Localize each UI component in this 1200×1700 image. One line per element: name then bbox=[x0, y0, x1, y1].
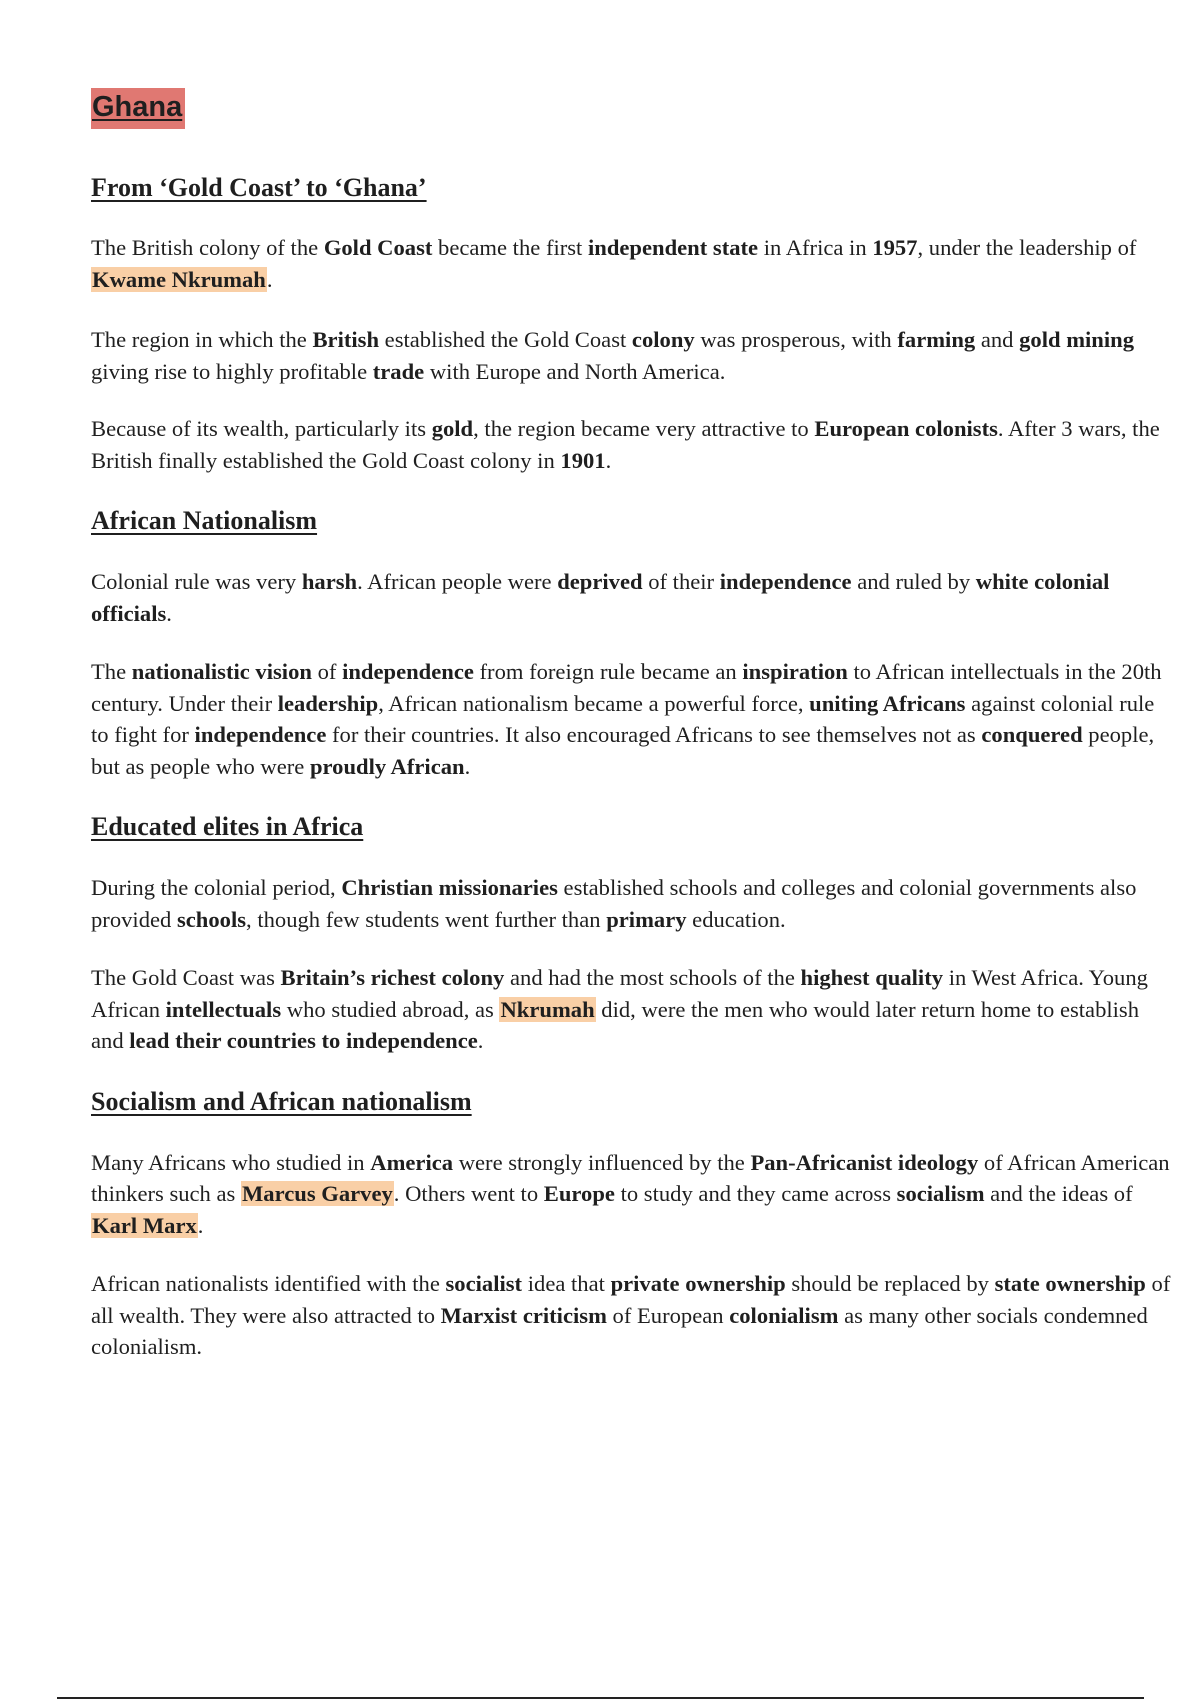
bold-term: Marxist criticism bbox=[440, 1302, 607, 1328]
bold-term: colonialism bbox=[729, 1302, 839, 1328]
bold-term: intellectuals bbox=[165, 996, 282, 1022]
bold-term: farming bbox=[897, 327, 976, 352]
text-run: established schools and colleges and colonial governments also provided bbox=[91, 875, 1137, 932]
bold-term: 1957 bbox=[872, 235, 918, 260]
text-run: Colonial rule was very bbox=[91, 569, 302, 594]
section-heading: Socialism and African nationalism bbox=[91, 1086, 472, 1116]
bold-term: conquered bbox=[981, 722, 1083, 747]
document-title: Ghana bbox=[91, 88, 185, 129]
highlighted-name: Karl Marx bbox=[92, 1212, 197, 1238]
text-run: of European bbox=[606, 1302, 730, 1328]
section-socialism bbox=[91, 1087, 1171, 1363]
bold-term: private ownership bbox=[610, 1271, 786, 1296]
bold-term: white colonial officials bbox=[91, 569, 1110, 626]
section-heading: Educated elites in Africa bbox=[91, 812, 364, 841]
paragraph bbox=[91, 962, 1171, 1057]
text-run: The Gold Coast was bbox=[91, 965, 281, 990]
text-run: idea that bbox=[522, 1271, 611, 1296]
text-run: of bbox=[311, 659, 343, 684]
text-run: . Others went to bbox=[393, 1181, 544, 1206]
text-run: to African intellectuals in the 20th century. Under their bbox=[91, 659, 1162, 716]
bold-term: independence bbox=[194, 722, 327, 747]
text-run: who studied abroad, as bbox=[281, 996, 500, 1022]
section-educated-elites bbox=[91, 812, 1171, 1057]
bold-term: nationalistic vision bbox=[131, 659, 312, 684]
paragraph bbox=[91, 232, 1171, 295]
text-run: . bbox=[464, 753, 471, 779]
bold-term: America bbox=[370, 1149, 454, 1175]
text-run: and had the most schools of the bbox=[504, 965, 801, 990]
text-run: , under the leadership of bbox=[917, 235, 1137, 260]
bold-term: socialist bbox=[445, 1271, 523, 1296]
bold-term: inspiration bbox=[742, 659, 848, 684]
bold-term: independence bbox=[719, 569, 852, 594]
text-run: in Africa in bbox=[758, 235, 873, 260]
text-run: . bbox=[197, 1212, 204, 1238]
paragraph bbox=[91, 872, 1171, 935]
text-run: should be replaced by bbox=[785, 1271, 995, 1296]
highlighted-name: Kwame Nkrumah bbox=[92, 266, 266, 292]
text-run: of African American thinkers such as bbox=[91, 1149, 1170, 1206]
text-run: . bbox=[166, 600, 172, 626]
bold-term: Britain’s richest colony bbox=[280, 965, 505, 990]
text-run: , African nationalism became a powerful force, bbox=[378, 690, 810, 716]
text-run: with Europe and North America. bbox=[424, 358, 726, 384]
text-run: and bbox=[975, 327, 1020, 352]
bold-term: independent state bbox=[587, 235, 759, 260]
text-run: of their bbox=[642, 569, 720, 594]
text-run: education. bbox=[686, 906, 786, 932]
text-run: was prosperous, with bbox=[694, 327, 898, 352]
text-run: The British colony of the bbox=[91, 235, 324, 260]
text-run: , though few students went further than bbox=[246, 906, 607, 932]
bold-term: harsh bbox=[301, 569, 358, 594]
text-run: became the first bbox=[432, 235, 588, 260]
footer-divider bbox=[57, 1697, 1144, 1699]
text-run: . bbox=[477, 1028, 484, 1053]
text-run: The region in which the bbox=[91, 327, 313, 352]
section-african-nationalism bbox=[91, 506, 1171, 782]
highlighted-name: Nkrumah bbox=[500, 996, 595, 1022]
paragraph bbox=[91, 1147, 1171, 1242]
highlighted-name: Marcus Garvey bbox=[241, 1181, 393, 1206]
paragraph bbox=[91, 656, 1171, 782]
bold-term: 1901 bbox=[560, 447, 606, 473]
bold-term: uniting Africans bbox=[809, 690, 966, 716]
text-run: . After 3 wars, the British finally established the Gold Coast colony in bbox=[91, 416, 1160, 473]
text-run: people, but as people who were bbox=[91, 722, 1155, 779]
bold-term: colony bbox=[631, 327, 695, 352]
text-run: in West Africa. Young African bbox=[91, 965, 1148, 1022]
bold-term: Pan-Africanist ideology bbox=[750, 1149, 979, 1175]
bold-term: European colonists bbox=[814, 416, 998, 441]
paragraph bbox=[91, 324, 1171, 387]
text-run: established the Gold Coast bbox=[379, 327, 632, 352]
paragraph bbox=[91, 1268, 1171, 1363]
bold-term: primary bbox=[606, 906, 687, 932]
bold-term: gold mining bbox=[1019, 327, 1135, 352]
text-run: did, were the men who would later return home to establish and bbox=[91, 996, 1140, 1053]
section-gold-coast bbox=[91, 173, 1171, 476]
text-run: . bbox=[605, 447, 612, 473]
bold-term: deprived bbox=[557, 569, 643, 594]
text-run: During the colonial period, bbox=[91, 875, 342, 900]
text-run: . African people were bbox=[357, 569, 558, 594]
text-run: . bbox=[266, 266, 273, 292]
text-run: to study and they came across bbox=[614, 1181, 897, 1206]
section-heading: African Nationalism bbox=[91, 506, 318, 535]
paragraph bbox=[91, 413, 1171, 476]
bold-term: Gold Coast bbox=[323, 235, 433, 260]
bold-term: proudly African bbox=[309, 753, 465, 779]
text-run: of all wealth. They were also attracted to bbox=[91, 1271, 1171, 1328]
text-run: African nationalists identified with the bbox=[91, 1271, 446, 1296]
bold-term: British bbox=[312, 327, 380, 352]
text-run: against colonial rule to fight for bbox=[91, 690, 1155, 747]
bold-term: trade bbox=[372, 358, 425, 384]
text-run: and the ideas of bbox=[984, 1181, 1133, 1206]
bold-term: socialism bbox=[896, 1181, 985, 1206]
bold-term: schools bbox=[176, 906, 247, 932]
text-run: Many Africans who studied in bbox=[91, 1149, 371, 1175]
bold-term: leadership bbox=[277, 690, 379, 716]
text-run: from foreign rule became an bbox=[473, 659, 743, 684]
section-heading: From ‘Gold Coast’ to ‘Ghana’ bbox=[91, 173, 427, 202]
text-run: , the region became very attractive to bbox=[473, 416, 815, 441]
bold-term: state ownership bbox=[994, 1271, 1146, 1296]
text-run: Because of its wealth, particularly its bbox=[91, 416, 432, 441]
paragraph bbox=[91, 566, 1171, 629]
bold-term: independence bbox=[342, 659, 474, 684]
bold-term: lead their countries to independence bbox=[129, 1028, 478, 1053]
bold-term: gold bbox=[431, 416, 474, 441]
text-run: and ruled by bbox=[851, 569, 976, 594]
text-run: were strongly influenced by the bbox=[453, 1149, 751, 1175]
text-run: for their countries. It also encouraged Africans to see themselves not as bbox=[326, 722, 982, 747]
text-run: The bbox=[91, 659, 132, 684]
document-content bbox=[91, 88, 1171, 1363]
text-run: as many other socials condemned colonialism. bbox=[91, 1302, 1148, 1359]
text-run: giving rise to highly profitable bbox=[91, 358, 373, 384]
bold-term: Europe bbox=[543, 1181, 615, 1206]
bold-term: Christian missionaries bbox=[341, 875, 558, 900]
bold-term: highest quality bbox=[800, 965, 944, 990]
